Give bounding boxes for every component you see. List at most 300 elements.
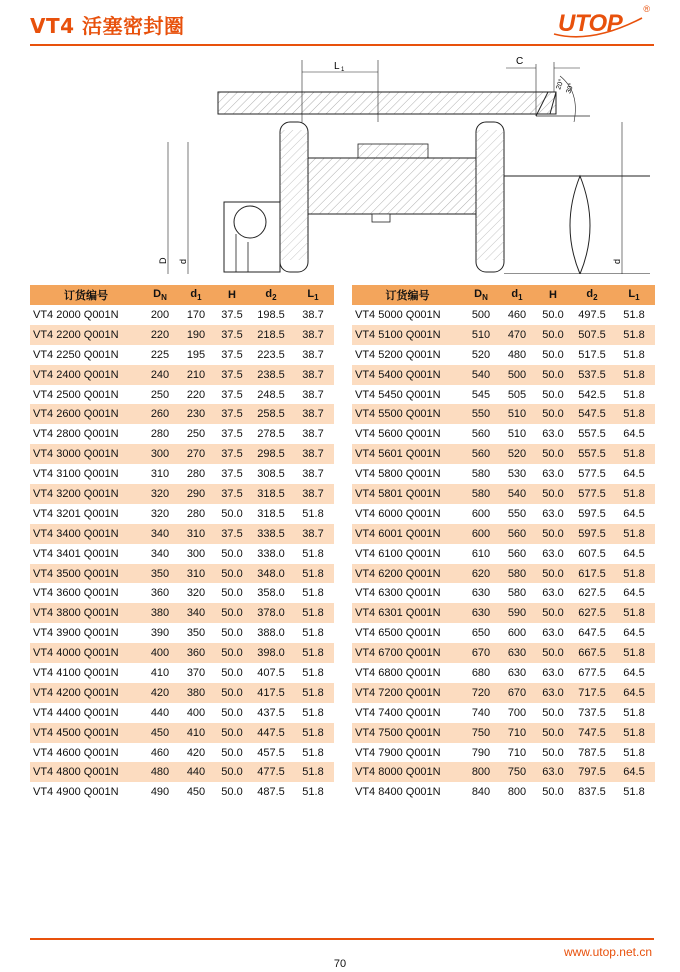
label-d1: d xyxy=(178,258,188,264)
cell-d2: 318.5 xyxy=(257,507,285,520)
cell-d2: 597.5 xyxy=(571,524,613,544)
cell-l1: 51.8 xyxy=(302,666,324,679)
cell-h: 63.0 xyxy=(542,547,564,560)
cell-l1: 64.5 xyxy=(613,683,655,703)
table-row xyxy=(30,424,334,444)
cell-order-code: VT4 2400 Q001N xyxy=(30,365,142,385)
cell-h: 37.5 xyxy=(221,428,243,441)
table-row xyxy=(30,663,334,683)
cell-dn: 750 xyxy=(463,723,499,743)
cell-l1: 64.5 xyxy=(623,627,645,640)
table-row xyxy=(30,623,334,643)
cell-h: 50.0 xyxy=(535,484,571,504)
cell-dn: 390 xyxy=(150,627,170,640)
cell-d2: 308.5 xyxy=(257,468,285,481)
cell-dn: 490 xyxy=(150,786,170,799)
cell-order-code: VT4 5450 Q001N xyxy=(355,388,441,401)
cell-h: 50.0 xyxy=(214,683,250,703)
cell-d1: 630 xyxy=(499,643,535,663)
cell-h: 50.0 xyxy=(221,746,243,759)
table-row xyxy=(30,762,334,782)
cell-d2: 547.5 xyxy=(571,404,613,424)
cell-order-code: VT4 2250 Q001N xyxy=(33,348,119,361)
cell-l1: 51.8 xyxy=(302,746,324,759)
cell-d1: 230 xyxy=(178,404,214,424)
cell-d2: 348.0 xyxy=(250,564,292,584)
cell-d2: 497.5 xyxy=(578,308,606,321)
cell-l1: 51.8 xyxy=(292,723,334,743)
cell-dn: 500 xyxy=(471,308,491,321)
cell-d2: 477.5 xyxy=(250,762,292,782)
footer-rule xyxy=(30,938,654,940)
col-header-dn: $D_N$ xyxy=(142,285,178,305)
cell-order-code: VT4 3000 Q001N xyxy=(30,444,142,464)
cell-dn: 340 xyxy=(150,547,170,560)
table-row xyxy=(352,305,655,325)
cell-h: 37.5 xyxy=(221,348,243,361)
cell-order-code: VT4 7200 Q001N xyxy=(352,683,463,703)
label-l1: L xyxy=(334,61,340,72)
cell-d1: 550 xyxy=(507,507,527,520)
table-row xyxy=(352,663,655,683)
cell-h: 50.0 xyxy=(535,723,571,743)
cell-order-code: VT4 3400 Q001N xyxy=(30,524,142,544)
table-row xyxy=(30,484,334,504)
cell-h: 37.5 xyxy=(214,404,250,424)
cell-d1: 380 xyxy=(178,683,214,703)
cell-d2: 487.5 xyxy=(257,786,285,799)
seal-cross-section-drawing xyxy=(150,52,650,274)
cell-l1: 51.8 xyxy=(623,388,645,401)
cell-order-code: VT4 6000 Q001N xyxy=(355,507,441,520)
col-header-h: H xyxy=(214,285,250,305)
cell-d1: 190 xyxy=(178,325,214,345)
cell-l1: 38.7 xyxy=(302,388,324,401)
cell-dn: 630 xyxy=(471,587,491,600)
table-row xyxy=(352,623,655,643)
cell-l1: 38.7 xyxy=(292,365,334,385)
cell-d1: 600 xyxy=(507,627,527,640)
cell-l1: 38.7 xyxy=(292,484,334,504)
cell-dn: 300 xyxy=(142,444,178,464)
col-header-l1: $L_1$ xyxy=(292,285,334,305)
cell-d2: 298.5 xyxy=(250,444,292,464)
cell-l1: 51.8 xyxy=(613,643,655,663)
cell-dn: 400 xyxy=(142,643,178,663)
cell-dn: 510 xyxy=(463,325,499,345)
cell-d1: 340 xyxy=(178,603,214,623)
cell-h: 50.0 xyxy=(535,603,571,623)
cell-d1: 270 xyxy=(178,444,214,464)
cell-dn: 450 xyxy=(142,723,178,743)
cell-h: 50.0 xyxy=(535,325,571,345)
cell-dn: 250 xyxy=(150,388,170,401)
cell-d1: 800 xyxy=(507,786,527,799)
cell-order-code: VT4 5600 Q001N xyxy=(355,428,441,441)
cell-l1: 51.8 xyxy=(613,603,655,623)
cell-d1: 310 xyxy=(178,524,214,544)
cell-d1: 580 xyxy=(499,564,535,584)
cell-l1: 64.5 xyxy=(613,762,655,782)
cell-order-code: VT4 4500 Q001N xyxy=(30,723,142,743)
cell-order-code: VT4 3800 Q001N xyxy=(30,603,142,623)
cell-d1: 700 xyxy=(507,706,527,719)
table-row xyxy=(352,782,655,802)
table-row xyxy=(352,464,655,484)
cell-d1: 400 xyxy=(186,706,206,719)
cell-d1: 350 xyxy=(186,627,206,640)
cell-l1: 64.5 xyxy=(623,468,645,481)
table-row xyxy=(352,564,655,584)
cell-order-code: VT4 2000 Q001N xyxy=(33,308,119,321)
cell-d2: 388.0 xyxy=(257,627,285,640)
cell-dn: 220 xyxy=(142,325,178,345)
table-row xyxy=(352,385,655,405)
cell-d1: 630 xyxy=(507,666,527,679)
table-row xyxy=(352,424,655,444)
cell-d2: 607.5 xyxy=(578,547,606,560)
table-row xyxy=(352,703,655,723)
cell-d2: 457.5 xyxy=(257,746,285,759)
table-row xyxy=(352,544,655,564)
cell-order-code: VT4 5200 Q001N xyxy=(355,348,441,361)
cell-h: 63.0 xyxy=(542,428,564,441)
table-row xyxy=(30,564,334,584)
table-row xyxy=(352,743,655,763)
cell-d1: 170 xyxy=(186,308,206,321)
cell-d2: 258.5 xyxy=(250,404,292,424)
cell-dn: 340 xyxy=(142,524,178,544)
cell-order-code: VT4 3500 Q001N xyxy=(30,564,142,584)
cell-order-code: VT4 6001 Q001N xyxy=(352,524,463,544)
cell-order-code: VT4 6300 Q001N xyxy=(355,587,441,600)
cell-d2: 223.5 xyxy=(257,348,285,361)
logo-registered-mark: ® xyxy=(643,4,650,14)
cell-order-code: VT4 3401 Q001N xyxy=(33,547,119,560)
table-row xyxy=(30,464,334,484)
cell-d1: 470 xyxy=(499,325,535,345)
cell-d1: 220 xyxy=(186,388,206,401)
cell-dn: 350 xyxy=(142,564,178,584)
cell-h: 50.0 xyxy=(214,603,250,623)
cell-h: 50.0 xyxy=(542,786,564,799)
table-row xyxy=(30,544,334,564)
cell-l1: 51.8 xyxy=(292,564,334,584)
cell-d2: 787.5 xyxy=(578,746,606,759)
cylinder-wall xyxy=(218,92,556,114)
cell-h: 50.0 xyxy=(535,444,571,464)
cell-h: 50.0 xyxy=(221,547,243,560)
cell-d1: 290 xyxy=(178,484,214,504)
cell-d2: 542.5 xyxy=(578,388,606,401)
cell-d1: 195 xyxy=(186,348,206,361)
cell-d1: 710 xyxy=(507,746,527,759)
label-angle-30: 30° xyxy=(565,82,576,95)
cell-l1: 51.8 xyxy=(302,706,324,719)
cell-order-code: VT4 7500 Q001N xyxy=(352,723,463,743)
cell-l1: 38.7 xyxy=(302,348,324,361)
cell-h: 37.5 xyxy=(214,484,250,504)
page-number: 70 xyxy=(333,958,347,970)
cell-d2: 577.5 xyxy=(571,484,613,504)
cell-dn: 480 xyxy=(142,762,178,782)
cell-dn: 320 xyxy=(150,507,170,520)
cell-order-code: VT4 4400 Q001N xyxy=(33,706,119,719)
cell-l1: 64.5 xyxy=(623,587,645,600)
cell-dn: 630 xyxy=(463,603,499,623)
cell-d1: 560 xyxy=(507,547,527,560)
cell-h: 50.0 xyxy=(535,524,571,544)
table-row xyxy=(352,345,655,365)
cell-h: 50.0 xyxy=(214,723,250,743)
cell-d2: 338.0 xyxy=(257,547,285,560)
cell-order-code: VT4 5800 Q001N xyxy=(355,468,441,481)
cell-h: 50.0 xyxy=(221,627,243,640)
table-row xyxy=(352,603,655,623)
cell-d1: 440 xyxy=(178,762,214,782)
cell-dn: 560 xyxy=(471,428,491,441)
table-row xyxy=(352,762,655,782)
cell-d2: 597.5 xyxy=(578,507,606,520)
cell-h: 37.5 xyxy=(221,468,243,481)
cell-d1: 210 xyxy=(178,365,214,385)
col-header-h: H xyxy=(535,285,571,305)
page-title: VT4 活塞密封圈 xyxy=(30,14,185,38)
table-row xyxy=(352,643,655,663)
cell-dn: 600 xyxy=(463,524,499,544)
col-header-dn: $D_N$ xyxy=(463,285,499,305)
cell-dn: 580 xyxy=(463,484,499,504)
cell-d1: 420 xyxy=(186,746,206,759)
cell-l1: 51.8 xyxy=(292,603,334,623)
cell-d2: 417.5 xyxy=(250,683,292,703)
cell-h: 50.0 xyxy=(542,746,564,759)
cell-l1: 51.8 xyxy=(613,564,655,584)
cell-l1: 38.7 xyxy=(292,524,334,544)
cell-l1: 51.8 xyxy=(613,444,655,464)
cell-order-code: VT4 6200 Q001N xyxy=(352,564,463,584)
table-row xyxy=(30,365,334,385)
cell-d1: 250 xyxy=(186,428,206,441)
cell-d2: 238.5 xyxy=(250,365,292,385)
cell-d2: 647.5 xyxy=(578,627,606,640)
cell-l1: 64.5 xyxy=(623,666,645,679)
cell-dn: 560 xyxy=(463,444,499,464)
cell-order-code: VT4 4100 Q001N xyxy=(33,666,119,679)
table-row xyxy=(352,404,655,424)
cell-d1: 360 xyxy=(178,643,214,663)
cell-d2: 557.5 xyxy=(571,444,613,464)
cell-h: 37.5 xyxy=(214,365,250,385)
cell-l1: 51.8 xyxy=(302,507,324,520)
cell-h: 50.0 xyxy=(542,706,564,719)
cell-d1: 300 xyxy=(186,547,206,560)
cell-dn: 600 xyxy=(471,507,491,520)
cell-d1: 460 xyxy=(507,308,527,321)
cell-d1: 560 xyxy=(499,524,535,544)
cell-l1: 51.8 xyxy=(623,746,645,759)
cell-d2: 797.5 xyxy=(571,762,613,782)
cell-d1: 500 xyxy=(499,365,535,385)
footer-url[interactable]: www.utop.net.cn xyxy=(563,945,652,959)
cell-h: 50.0 xyxy=(214,643,250,663)
cell-dn: 800 xyxy=(463,762,499,782)
col-header-code: 订货编号 xyxy=(352,285,463,305)
cell-l1: 38.7 xyxy=(302,468,324,481)
col-header-d2: $d_2$ xyxy=(250,285,292,305)
label-d2: d xyxy=(612,258,622,264)
table-row xyxy=(352,504,655,524)
cell-d2: 248.5 xyxy=(257,388,285,401)
cell-h: 63.0 xyxy=(542,468,564,481)
col-header-d1: $d_1$ xyxy=(499,285,535,305)
cell-h: 50.0 xyxy=(535,643,571,663)
cell-l1: 38.7 xyxy=(292,444,334,464)
cell-order-code: VT4 5500 Q001N xyxy=(352,404,463,424)
cell-order-code: VT4 2500 Q001N xyxy=(33,388,119,401)
cell-h: 63.0 xyxy=(542,666,564,679)
cell-dn: 460 xyxy=(150,746,170,759)
cell-d2: 837.5 xyxy=(578,786,606,799)
cell-d1: 370 xyxy=(186,666,206,679)
cell-order-code: VT4 3600 Q001N xyxy=(33,587,119,600)
cell-d2: 667.5 xyxy=(571,643,613,663)
cell-dn: 260 xyxy=(142,404,178,424)
table-row xyxy=(30,345,334,365)
cell-order-code: VT4 7900 Q001N xyxy=(355,746,441,759)
table-row xyxy=(352,325,655,345)
size-table-left xyxy=(30,285,334,802)
table-row xyxy=(30,385,334,405)
cell-d2: 318.5 xyxy=(250,484,292,504)
table-row xyxy=(30,305,334,325)
cell-h: 37.5 xyxy=(214,325,250,345)
utop-logo xyxy=(552,4,650,44)
col-header-code: 订货编号 xyxy=(30,285,142,305)
cell-order-code: VT4 2800 Q001N xyxy=(33,428,119,441)
cell-order-code: VT4 2200 Q001N xyxy=(30,325,142,345)
cell-d2: 677.5 xyxy=(578,666,606,679)
table-row xyxy=(30,723,334,743)
cell-order-code: VT4 8400 Q001N xyxy=(355,786,441,799)
cell-order-code: VT4 4000 Q001N xyxy=(30,643,142,663)
cell-d2: 577.5 xyxy=(578,468,606,481)
cell-h: 50.0 xyxy=(214,564,250,584)
cell-order-code: VT4 3201 Q001N xyxy=(33,507,119,520)
label-l1-sub: 1 xyxy=(341,67,345,73)
cell-d2: 717.5 xyxy=(571,683,613,703)
cell-h: 37.5 xyxy=(221,308,243,321)
cell-d1: 280 xyxy=(186,468,206,481)
cell-l1: 38.7 xyxy=(292,404,334,424)
cell-d1: 320 xyxy=(186,587,206,600)
cell-l1: 38.7 xyxy=(302,308,324,321)
table-row xyxy=(352,723,655,743)
table-row xyxy=(30,524,334,544)
cell-d1: 710 xyxy=(499,723,535,743)
cell-h: 50.0 xyxy=(535,365,571,385)
piston-seal-body xyxy=(308,158,476,214)
cell-d1: 450 xyxy=(186,786,206,799)
cell-dn: 240 xyxy=(142,365,178,385)
cell-dn: 410 xyxy=(150,666,170,679)
cell-dn: 310 xyxy=(150,468,170,481)
table-row xyxy=(30,743,334,763)
cell-h: 63.0 xyxy=(542,587,564,600)
table-row xyxy=(352,365,655,385)
cell-dn: 440 xyxy=(150,706,170,719)
cell-h: 50.0 xyxy=(221,587,243,600)
cell-dn: 380 xyxy=(142,603,178,623)
table-row xyxy=(30,504,334,524)
table-row xyxy=(352,484,655,504)
cell-d1: 670 xyxy=(499,683,535,703)
cell-d1: 410 xyxy=(178,723,214,743)
cell-d2: 407.5 xyxy=(257,666,285,679)
cell-order-code: VT4 8000 Q001N xyxy=(352,762,463,782)
cell-dn: 840 xyxy=(471,786,491,799)
cell-order-code: VT4 5400 Q001N xyxy=(352,365,463,385)
cell-l1: 51.8 xyxy=(302,547,324,560)
cell-dn: 280 xyxy=(150,428,170,441)
cell-dn: 740 xyxy=(471,706,491,719)
cell-d2: 537.5 xyxy=(571,365,613,385)
cell-l1: 51.8 xyxy=(613,365,655,385)
table-row xyxy=(352,583,655,603)
cell-d2: 358.0 xyxy=(257,587,285,600)
cell-d2: 737.5 xyxy=(578,706,606,719)
cell-d1: 540 xyxy=(499,484,535,504)
table-row xyxy=(30,683,334,703)
cell-order-code: VT4 4600 Q001N xyxy=(33,746,119,759)
cell-order-code: VT4 2600 Q001N xyxy=(30,404,142,424)
cell-d1: 480 xyxy=(507,348,527,361)
cell-order-code: VT4 3200 Q001N xyxy=(30,484,142,504)
cell-d2: 557.5 xyxy=(578,428,606,441)
cell-l1: 64.5 xyxy=(623,428,645,441)
cell-d2: 747.5 xyxy=(571,723,613,743)
cell-d2: 398.0 xyxy=(250,643,292,663)
cell-order-code: VT4 7400 Q001N xyxy=(355,706,441,719)
cell-d2: 627.5 xyxy=(571,603,613,623)
cell-dn: 360 xyxy=(150,587,170,600)
table-row xyxy=(30,603,334,623)
table-row xyxy=(352,683,655,703)
cell-h: 37.5 xyxy=(214,444,250,464)
cell-d1: 510 xyxy=(507,428,527,441)
cell-l1: 51.8 xyxy=(623,308,645,321)
cell-dn: 200 xyxy=(150,308,170,321)
cell-d1: 750 xyxy=(499,762,535,782)
cell-h: 63.0 xyxy=(542,507,564,520)
cell-d2: 198.5 xyxy=(257,308,285,321)
cell-h: 50.0 xyxy=(542,388,564,401)
header-rule xyxy=(30,44,654,46)
table-row xyxy=(352,444,655,464)
cell-h: 63.0 xyxy=(542,627,564,640)
cell-order-code: VT4 6800 Q001N xyxy=(355,666,441,679)
table-row xyxy=(352,524,655,544)
cell-dn: 520 xyxy=(471,348,491,361)
cell-h: 63.0 xyxy=(535,683,571,703)
cell-l1: 51.8 xyxy=(292,762,334,782)
cell-d2: 447.5 xyxy=(250,723,292,743)
cell-l1: 51.8 xyxy=(302,786,324,799)
cell-order-code: VT4 6301 Q001N xyxy=(352,603,463,623)
cell-h: 50.0 xyxy=(221,666,243,679)
cell-h: 63.0 xyxy=(535,762,571,782)
cell-l1: 51.8 xyxy=(623,786,645,799)
